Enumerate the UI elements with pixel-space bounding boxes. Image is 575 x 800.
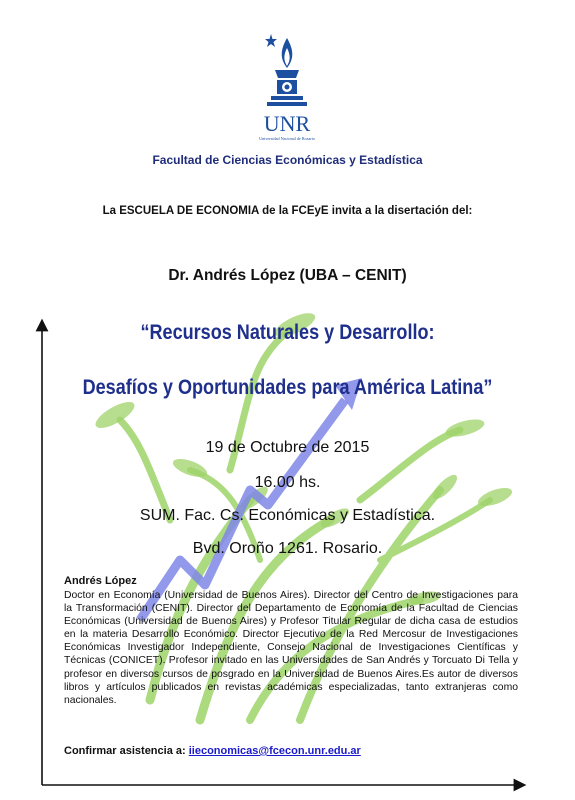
event-address: Bvd. Oroño 1261. Rosario. — [192, 540, 383, 557]
unr-torch-logo — [255, 30, 319, 158]
rsvp-label: Confirmar asistencia a: — [64, 745, 186, 757]
talk-title-line-1: “Recursos Naturales y Desarrollo: — [140, 321, 435, 344]
talk-title-line-2: Desafíos y Oportunidades para América Latina” — [82, 376, 493, 399]
event-venue: SUM. Fac. Cs. Económicas y Estadística. — [139, 507, 436, 524]
logo-university-name: Universidad Nacional de Rosario — [259, 136, 315, 141]
logo-unr-text: UNR — [263, 111, 311, 136]
star-icon — [265, 34, 277, 47]
event-date: 19 de Octubre de 2015 — [205, 439, 370, 456]
bio-text: Doctor en Economía (Universidad de Buenos Aires). Director del Centro de Investigaciones para la Transformación (CENIT). Director del Departamento de Economía de la Facultad de Ciencias Económicas (Universidad de Buenos Aires) y Profesor Titular Regular de dicha casa de estudios en la materia Desarrollo Económico. Director Ejecutivo de la Red Mercosur de Investigaciones Económicas Investigador Independiente, Consejo Nacional de Investigaciones Científicas y Técnicas (CONICET). Profesor invitado en las Universidades de San Andrés y Torcuato Di Tella y profesor en diversos cursos de posgrado en la Universidad de Buenos Aires.Es autor de diversos libros y artículos publicados en revistas académicas especializadas, tanto extranjeras como nacionales. — [64, 590, 518, 706]
event-time: 16.00 hs. — [254, 474, 321, 491]
bio-name: Andrés López — [64, 575, 137, 587]
rsvp-email-link[interactable]: iieconomicas@fcecon.unr.edu.ar — [188, 745, 361, 757]
faculty-name: Facultad de Ciencias Económicas y Estadística — [152, 153, 423, 167]
rsvp-line — [64, 745, 361, 757]
invitation-text: La ESCUELA DE ECONOMIA de la FCEyE invita a la disertación del: — [102, 205, 473, 217]
speaker-name: Dr. Andrés López (UBA – CENIT) — [168, 267, 407, 284]
